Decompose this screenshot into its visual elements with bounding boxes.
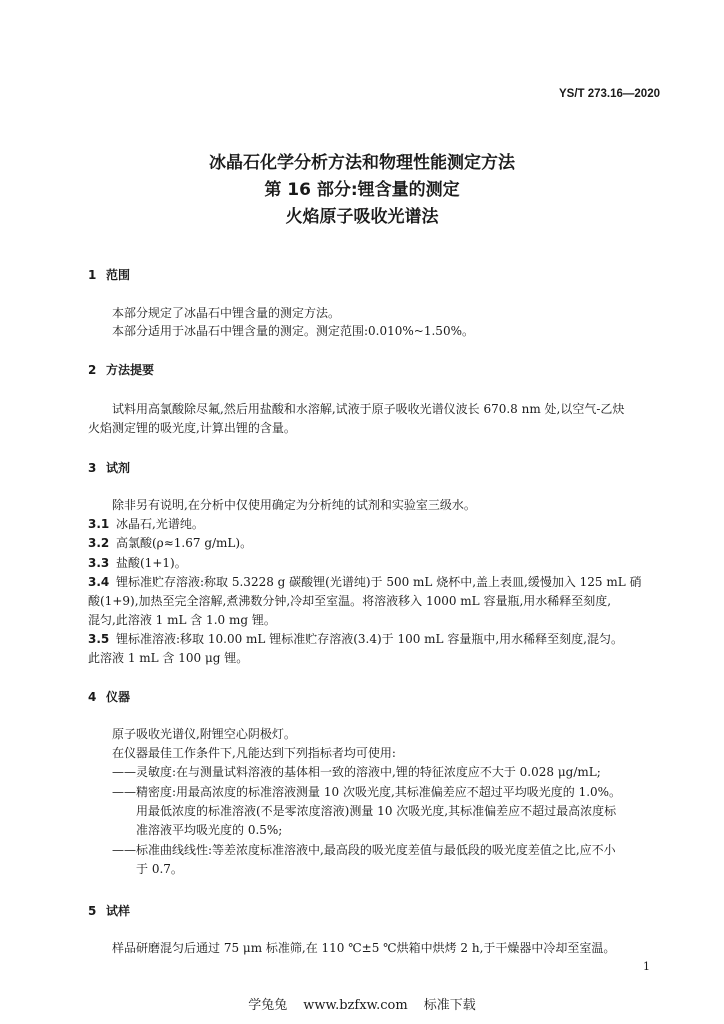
section-number: 4 [88, 690, 97, 704]
list-item: ——灵敏度:在与测量试料溶液的基体相一致的溶液中,锂的特征浓度应不大于 0.028 μg/mL; [112, 765, 601, 779]
clause-3-4 [88, 574, 642, 590]
section-number: 2 [88, 363, 97, 377]
section-title: 方法提要 [106, 363, 155, 377]
section-title: 试样 [106, 904, 131, 918]
section-title: 范围 [106, 268, 131, 282]
paragraph: 原子吸收光谱仪,附锂空心阴极灯。 [112, 727, 296, 741]
clause-number: 3.5 [88, 632, 110, 646]
section-number: 3 [88, 461, 97, 475]
list-item-continued: 于 0.7。 [136, 862, 183, 876]
section-title: 试剂 [106, 461, 131, 475]
clause-text: 冰晶石,光谱纯。 [116, 517, 204, 531]
section-5-heading [88, 902, 130, 919]
title-line-1: 冰晶石化学分析方法和物理性能测定方法 [209, 153, 515, 173]
clause-text-continued: 酸(1+9),加热至完全溶解,煮沸数分钟,冷却至室温。将溶液移入 1000 mL 容量瓶,用水稀释至刻度, [88, 594, 612, 608]
clause-number: 3.1 [88, 517, 110, 531]
section-title: 仪器 [106, 690, 131, 704]
paragraph: 本部分适用于冰晶石中锂含量的测定。测定范围:0.010%~1.50%。 [112, 324, 474, 338]
title-line-3: 火焰原子吸收光谱法 [285, 207, 439, 227]
paragraph: 在仪器最佳工作条件下,凡能达到下列指标者均可使用: [112, 746, 396, 760]
clause-number: 3.2 [88, 536, 110, 550]
clause-text: 锂标准溶液:移取 10.00 mL 锂标准贮存溶液(3.4)于 100 mL 容量瓶中,用水稀释至刻度,混匀。 [116, 632, 623, 646]
footer-slogan: 标准下载 [423, 998, 476, 1013]
section-2-heading [88, 361, 154, 378]
clause-3-1 [88, 516, 204, 532]
list-item: ——标准曲线线性:等差浓度标准溶液中,最高段的吸光度差值与最低段的吸光度差值之比,应不小 [112, 843, 616, 857]
clause-text: 高氯酸(ρ≈1.67 g/mL)。 [116, 536, 253, 550]
list-item-continued: 用最低浓度的标准溶液(不是零浓度溶液)测量 10 次吸光度,其标准偏差应不超过最高浓度标 [136, 804, 617, 818]
clause-3-2 [88, 535, 252, 551]
clause-text: 锂标准贮存溶液:称取 5.3228 g 碳酸锂(光谱纯)于 500 mL 烧杯中,盖上表皿,缓慢加入 125 mL 硝 [116, 575, 642, 589]
section-3-heading [88, 459, 130, 476]
title-line-2: 第 16 部分:锂含量的测定 [264, 180, 460, 200]
paragraph: 除非另有说明,在分析中仅使用确定为分析纯的试剂和实验室三级水。 [112, 498, 476, 512]
section-1-heading [88, 266, 130, 283]
paragraph: 样品研磨混匀后通过 75 μm 标准筛,在 110 ℃±5 ℃烘箱中烘烤 2 h,于干燥器中冷却至室温。 [112, 941, 616, 955]
clause-number: 3.4 [88, 575, 110, 589]
clause-text-continued: 此溶液 1 mL 含 100 μg 锂。 [88, 651, 249, 665]
clause-text: 盐酸(1+1)。 [116, 556, 187, 570]
standard-number: YS/T 273.16—2020 [558, 88, 660, 100]
clause-3-3 [88, 555, 187, 571]
footer-url[interactable]: www.bzfxw.com [303, 998, 408, 1013]
section-number: 5 [88, 904, 97, 918]
page-number: 1 [643, 960, 650, 973]
section-4-heading [88, 688, 130, 705]
paragraph: 试料用高氯酸除尽氟,然后用盐酸和水溶解,试液于原子吸收光谱仪波长 670.8 nm 处,以空气-乙炔 [112, 402, 625, 416]
clause-text-continued: 混匀,此溶液 1 mL 含 1.0 mg 锂。 [88, 613, 276, 627]
clause-number: 3.3 [88, 556, 110, 570]
footer-watermark [0, 994, 724, 1013]
section-number: 1 [88, 268, 97, 282]
paragraph: 火焰测定锂的吸光度,计算出锂的含量。 [88, 421, 296, 435]
footer-site-name: 学兔兔 [248, 998, 288, 1013]
clause-3-5 [88, 631, 623, 647]
paragraph: 本部分规定了冰晶石中锂含量的测定方法。 [112, 306, 341, 320]
list-item: ——精密度:用最高浓度的标准溶液测量 10 次吸光度,其标准偏差应不超过平均吸光度的 1.0%。 [112, 785, 622, 799]
list-item-continued: 准溶液平均吸光度的 0.5%; [136, 823, 283, 837]
